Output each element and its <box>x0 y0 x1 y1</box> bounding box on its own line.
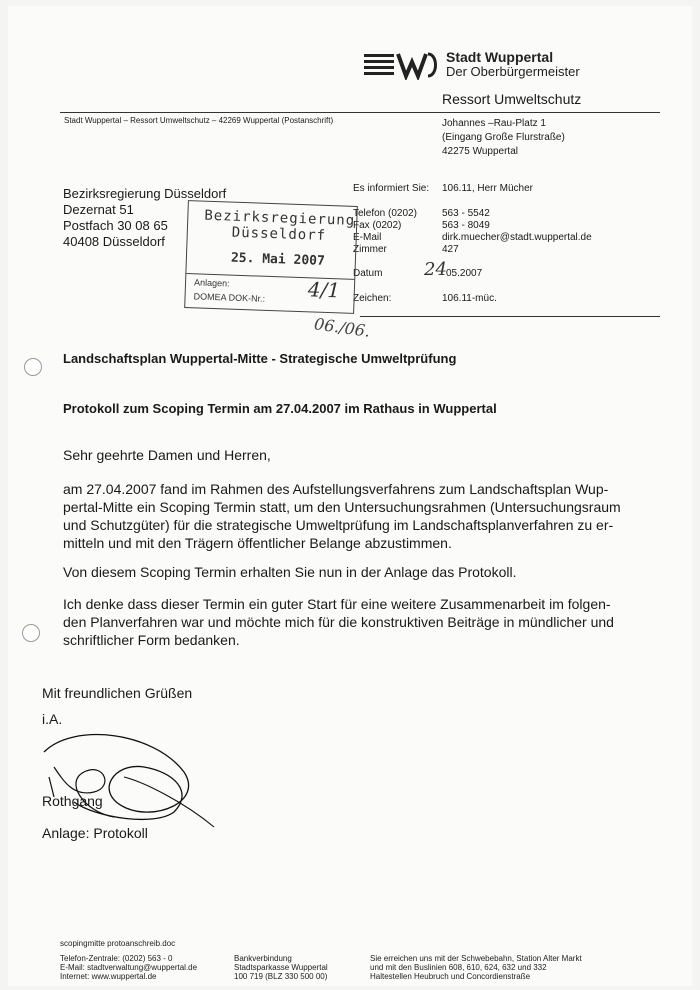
punch-hole-bottom <box>22 624 40 642</box>
recipient-line: 40408 Düsseldorf <box>63 234 165 249</box>
sign-value: 106.11-müc. <box>442 293 497 304</box>
fax-label: Fax (0202) <box>353 220 402 231</box>
recipient-line: Postfach 30 08 65 <box>63 218 168 233</box>
footer-line: Haltestellen Heubruch und Concordienstraße <box>370 972 531 981</box>
email-value: dirk.muecher@stadt.wuppertal.de <box>442 232 592 243</box>
paragraph-line: schriftlicher Form bedanken. <box>63 632 240 648</box>
subject-subtitle: Protokoll zum Scoping Termin am 27.04.2007 im Rathaus in Wuppertal <box>63 401 497 416</box>
sender-address-line: 42275 Wuppertal <box>442 146 518 157</box>
footer-line: Stadtsparkasse Wuppertal <box>234 963 328 972</box>
footer-line: Sie erreichen uns mit der Schwebebahn, Station Alter Markt <box>370 954 582 963</box>
paragraph-line: am 27.04.2007 fand im Rahmen des Aufstellungsverfahrens zum Landschaftsplan Wup- <box>63 481 609 497</box>
paragraph-line: und Schutzgüter) für die strategische Umweltprüfung im Landschaftsplanverfahren zu er- <box>63 517 614 533</box>
paragraph-3 <box>63 595 614 649</box>
header-rule <box>60 112 660 113</box>
stamp-attachments-label: Anlagen: <box>193 277 230 289</box>
city-name: Stadt Wuppertal <box>446 49 554 65</box>
stamp-authority: Bezirksregierung <box>204 207 356 229</box>
fax-value: 563 - 8049 <box>442 220 490 231</box>
footer-transport <box>370 954 582 981</box>
stamp-city: Düsseldorf <box>231 224 327 244</box>
signer-name: Rothgang <box>42 793 103 809</box>
footer-line: Telefon-Zentrale: (0202) 563 - 0 <box>60 954 173 963</box>
contact-label: Es informiert Sie: <box>353 183 430 194</box>
phone-value: 563 - 5542 <box>442 208 490 219</box>
footer-line: Internet: www.wuppertal.de <box>60 972 157 981</box>
recipient-line: Dezernat 51 <box>63 202 134 217</box>
date-value: 05.2007 <box>446 268 483 279</box>
email-label: E-Mail <box>353 232 382 243</box>
attachment-note: Anlage: Protokoll <box>42 825 148 841</box>
sender-address-line: (Eingang Große Flurstraße) <box>442 132 565 143</box>
on-behalf: i.A. <box>42 711 63 727</box>
subject-title: Landschaftsplan Wuppertal-Mitte - Strategische Umweltprüfung <box>63 351 457 366</box>
room-value: 427 <box>442 244 459 255</box>
wuppertal-logo-icon <box>362 50 444 80</box>
signature-scribble <box>34 722 234 832</box>
paragraph-line: den Planverfahren war und möchte mich für die konstruktiven Beiträge in mündlicher und <box>63 614 614 630</box>
footer-line: E-Mail: stadtverwaltung@wuppertal.de <box>60 963 198 972</box>
footer-line: und mit den Buslinien 608, 610, 624, 632 und 332 <box>370 963 547 972</box>
received-stamp <box>184 200 358 314</box>
handwritten-note: 06./06. <box>312 314 372 341</box>
mayor-title: Der Oberbürgermeister <box>446 64 580 79</box>
punch-hole-top <box>24 358 42 376</box>
contact-value: 106.11, Herr Mücher <box>442 183 533 194</box>
info-rule <box>360 316 660 317</box>
footer-line: 100 719 (BLZ 330 500 00) <box>234 972 328 981</box>
sender-address-line: Johannes –Rau-Platz 1 <box>442 118 546 129</box>
paragraph-line: pertal-Mitte ein Scoping Termin statt, um den Untersuchungsrahmen (Untersuchungsraum <box>63 499 621 515</box>
stamp-date: 25. Mai 2007 <box>230 250 326 269</box>
recipient-line: Bezirksregierung Düsseldorf <box>63 186 227 201</box>
date-handwritten: 24 <box>424 259 447 280</box>
paragraph-line: mitteln und mit den Trägern öffentlicher Belange abzustimmen. <box>63 535 452 551</box>
paragraph-2: Von diesem Scoping Termin erhalten Sie nun in der Anlage das Protokoll. <box>63 564 517 580</box>
footer-bank <box>234 954 328 981</box>
department-name: Ressort Umweltschutz <box>442 91 582 107</box>
footer-filename: scopingmitte protoanschreib.doc <box>60 939 176 948</box>
stamp-domea-label: DOMEA DOK-Nr.: <box>193 291 266 304</box>
sender-return-line: Stadt Wuppertal – Ressort Umweltschutz – 42269 Wuppertal (Postanschrift) <box>64 116 334 125</box>
room-label: Zimmer <box>353 244 387 255</box>
paragraph-1 <box>63 480 621 552</box>
city-logo <box>362 50 444 80</box>
date-label: Datum <box>353 268 383 279</box>
salutation: Sehr geehrte Damen und Herren, <box>63 447 271 463</box>
sender-address <box>442 117 565 159</box>
letter-page <box>8 6 692 986</box>
stamp-handwritten-mark: 4/1 <box>307 277 341 303</box>
sign-label: Zeichen: <box>353 293 392 304</box>
phone-label: Telefon (0202) <box>353 208 417 219</box>
footer-contact <box>60 954 197 981</box>
paragraph-line: Ich denke dass dieser Termin ein guter Start für eine weitere Zusammenarbeit im folgen- <box>63 596 611 612</box>
closing: Mit freundlichen Grüßen <box>42 685 193 701</box>
footer-line: Bankverbindung <box>234 954 292 963</box>
